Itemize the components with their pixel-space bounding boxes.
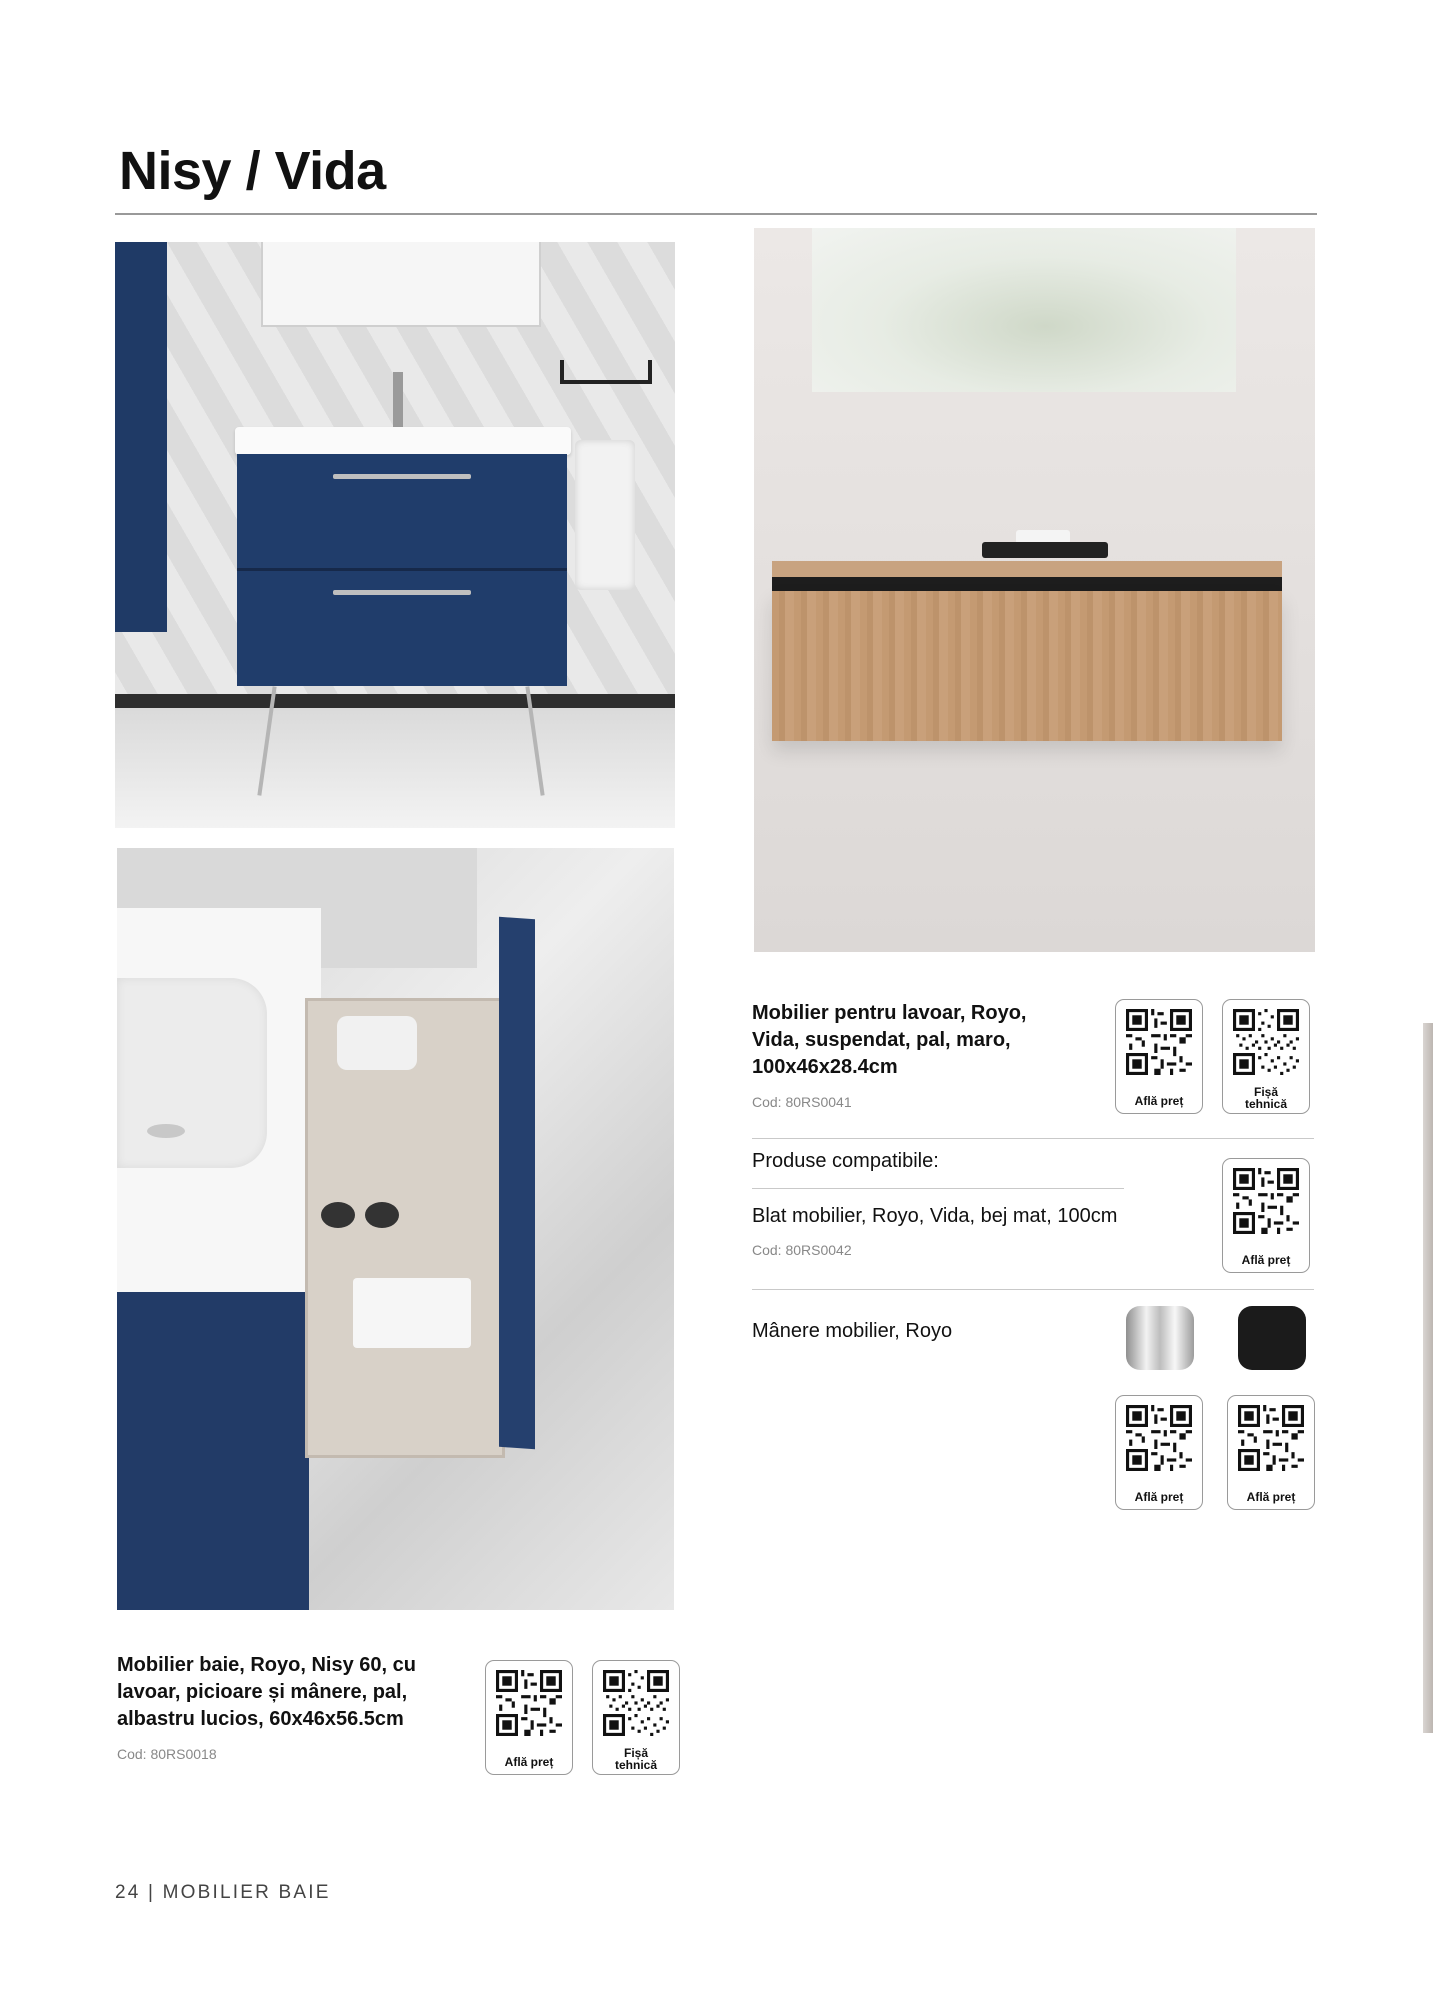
nisy-datasheet-qr-card[interactable]: [592, 1660, 680, 1775]
qr-label: Află preț: [504, 1755, 554, 1769]
nisy-product-title: [117, 1652, 447, 1733]
vida-title-line-1: Mobilier pentru lavoar, Royo,: [752, 1002, 1027, 1024]
chrome-handle-swatch: [1126, 1306, 1194, 1370]
compatible-underline: [752, 1188, 1124, 1189]
chrome-handle-price-qr-card[interactable]: [1115, 1395, 1203, 1510]
vida-title-line-3: 100x46x28.4cm: [752, 1056, 898, 1078]
nisy-product-code: Cod: 80RS0018: [117, 1746, 217, 1762]
qr-code-icon: [1126, 1009, 1192, 1075]
vida-datasheet-qr-card[interactable]: [1222, 999, 1310, 1114]
page-footer: 24 | MOBILIER BAIE: [115, 1882, 331, 1903]
black-handle-price-qr-card[interactable]: [1227, 1395, 1315, 1510]
vida-cabinet-photo: [754, 228, 1315, 952]
qr-label: Află preț: [1134, 1094, 1184, 1108]
compatible-heading: Produse compatibile:: [752, 1150, 939, 1172]
page-title: Nisy / Vida: [119, 141, 386, 201]
black-handle-swatch: [1238, 1306, 1306, 1370]
countertop-price-qr-card[interactable]: [1222, 1158, 1310, 1273]
nisy-title-line-3: albastru lucios, 60x46x56.5cm: [117, 1708, 404, 1730]
qr-label: Află preț: [1246, 1490, 1296, 1504]
qr-code-icon: [496, 1670, 562, 1736]
countertop-code: Cod: 80RS0042: [752, 1242, 852, 1258]
nisy-title-line-1: Mobilier baie, Royo, Nisy 60, cu: [117, 1654, 416, 1676]
nisy-drawer-detail-photo: [117, 848, 674, 1610]
qr-code-icon: [603, 1670, 669, 1736]
qr-code-icon: [1233, 1009, 1299, 1075]
handles-title: Mânere mobilier, Royo: [752, 1320, 953, 1342]
nisy-title-line-2: lavoar, picioare și mânere, pal,: [117, 1681, 408, 1703]
qr-label: Află preț: [1134, 1490, 1184, 1504]
nisy-vanity-photo: [115, 242, 675, 828]
section-divider: [752, 1289, 1314, 1290]
adjacent-page-edge: [1423, 1023, 1433, 1733]
qr-label: Fișă tehnică: [614, 1746, 657, 1772]
qr-label: Află preț: [1241, 1253, 1291, 1267]
qr-label: Fișă tehnică: [1244, 1085, 1287, 1111]
vida-price-qr-card[interactable]: [1115, 999, 1203, 1114]
vida-product-code: Cod: 80RS0041: [752, 1094, 852, 1110]
qr-code-icon: [1238, 1405, 1304, 1471]
nisy-price-qr-card[interactable]: [485, 1660, 573, 1775]
countertop-title: Blat mobilier, Royo, Vida, bej mat, 100cm: [752, 1205, 1118, 1227]
vida-title-line-2: Vida, suspendat, pal, maro,: [752, 1029, 1011, 1051]
vida-product-title: [752, 1000, 1082, 1081]
section-divider: [752, 1138, 1314, 1139]
qr-code-icon: [1126, 1405, 1192, 1471]
title-divider: [115, 213, 1317, 215]
qr-code-icon: [1233, 1168, 1299, 1234]
